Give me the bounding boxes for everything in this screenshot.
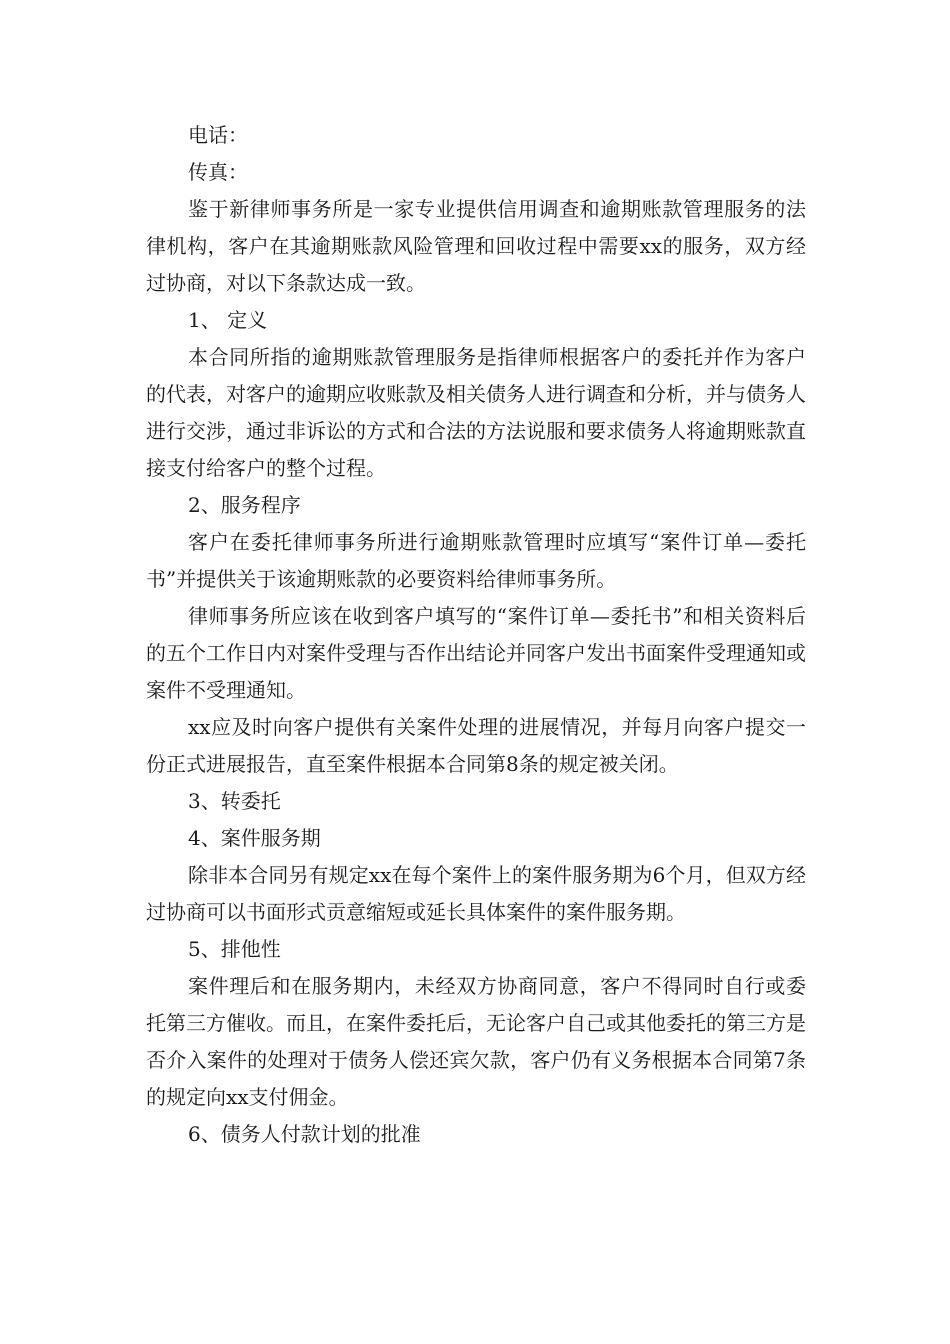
section-heading-exclusivity: 5、排他性 (188, 937, 281, 961)
section-heading-payment-plan: 6、债务人付款计划的批准 (188, 1122, 421, 1146)
service-period-paragraph: 除非本合同另有规定xx在每个案件上的案件服务期为6个月，但双方经过协商可以书面形式贡意缩短或延长具体案件的案件服务期。 (146, 863, 806, 924)
procedure-paragraph-2: 律师事务所应该在收到客户填写的“案件订单—委托书”和相关资料后的五个工作日内对案件受理与否作出结论并同客户发出书面案件受理通知或案件不受理通知。 (146, 604, 806, 702)
phone-label: 电话： (188, 123, 248, 147)
section-heading-service-period: 4、案件服务期 (188, 826, 321, 850)
exclusivity-paragraph: 案件理后和在服务期内，未经双方协商同意，客户不得同时自行或委托第三方催收。而且，在案件委托后，无论客户自己或其他委托的第三方是否介入案件的处理对于债务人偿还宾欠款，客户仍有义务根据本合同第7条的规定向xx支付佣金。 (146, 974, 806, 1109)
procedure-paragraph-1: 客户在委托律师事务所进行逾期账款管理时应填写“案件订单—委托书”并提供关于该逾期账款的必要资料给律师事务所。 (146, 530, 806, 591)
procedure-paragraph-3: xx应及时向客户提供有关案件处理的进展情况，并每月向客户提交一份正式进展报告，直至案件根据本合同第8条的规定被关闭。 (146, 715, 806, 776)
preamble-paragraph: 鉴于新律师事务所是一家专业提供信用调查和逾期账款管理服务的法律机构，客户在其逾期账款风险管理和回收过程中需要xx的服务，双方经过协商，对以下条款达成一致。 (146, 197, 806, 295)
section-heading-service-procedure: 2、服务程序 (188, 493, 301, 517)
section-heading-subcontracting: 3、转委托 (188, 789, 281, 813)
document-page (146, 117, 806, 1153)
fax-label: 传真： (188, 160, 248, 184)
definition-paragraph: 本合同所指的逾期账款管理服务是指律师根据客户的委托并作为客户的代表，对客户的逾期应收账款及相关债务人进行调查和分析，并与债务人进行交涉，通过非诉讼的方式和合法的方法说服和要求债务人将逾期账款直接支付给客户的整个过程。 (146, 345, 806, 480)
section-heading-definition: 1、 定义 (188, 308, 268, 332)
